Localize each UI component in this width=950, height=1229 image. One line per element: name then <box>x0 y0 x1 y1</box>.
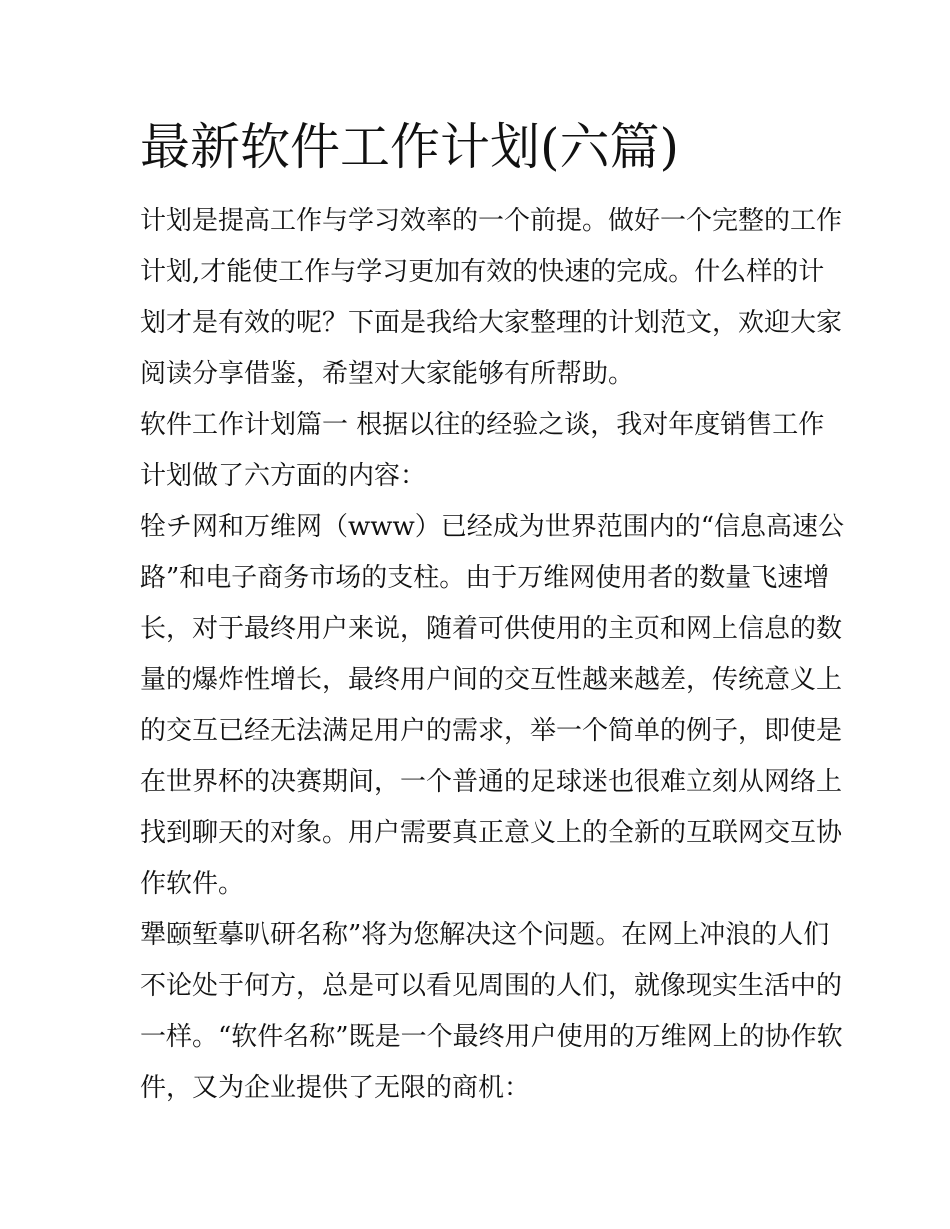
text-line: 牷チ网和万维网（www）已经成为世界范围内的“信息高速公 <box>140 512 845 542</box>
document-title: 最新软件工作计划(六篇) <box>140 118 680 176</box>
text-line: 路”和电子商务市场的支柱。由于万维网使用者的数量飞速增 <box>140 563 830 593</box>
text-line: 阅读分享借鉴，希望对大家能够有所帮助。 <box>140 359 635 389</box>
text-line: 找到聊天的对象。用户需要真正意义上的全新的互联网交互协 <box>140 818 843 848</box>
text-line: 在世界杯的决赛期间，一个普通的足球迷也很难立刻从网络上 <box>140 767 843 797</box>
text-line: 长，对于最终用户来说，随着可供使用的主页和网上信息的数 <box>140 614 843 644</box>
text-line: 的交互已经无法满足用户的需求，举一个简单的例子，即使是 <box>140 716 843 746</box>
text-line: 一样。“软件名称”既是一个最终用户使用的万维网上的协作软 <box>140 1022 843 1052</box>
text-line: 计划做了六方面的内容： <box>140 461 427 491</box>
document-body <box>140 196 845 1114</box>
text-line: 不论处于何方，总是可以看见周围的人们，就像现实生活中的 <box>140 971 843 1001</box>
text-line: 作软件。 <box>140 869 245 899</box>
text-line: 计划是提高工作与学习效率的一个前提。做好一个完整的工作 <box>140 206 843 236</box>
text-line: 件，又为企业提供了无限的商机： <box>140 1073 531 1103</box>
text-line: 量的爆炸性增长，最终用户间的交互性越来越差，传统意义上 <box>140 665 843 695</box>
text-line: 软件工作计划篇一 根据以往的经验之谈，我对年度销售工作 <box>140 410 825 440</box>
text-line: 计划,才能使工作与学习更加有效的快速的完成。什么样的计 <box>140 257 825 287</box>
text-line: 犟颐堑摹叭研名称”将为您解决这个问题。在网上冲浪的人们 <box>140 920 830 950</box>
text-line: 划才是有效的呢？下面是我给大家整理的计划范文，欢迎大家 <box>140 308 843 338</box>
